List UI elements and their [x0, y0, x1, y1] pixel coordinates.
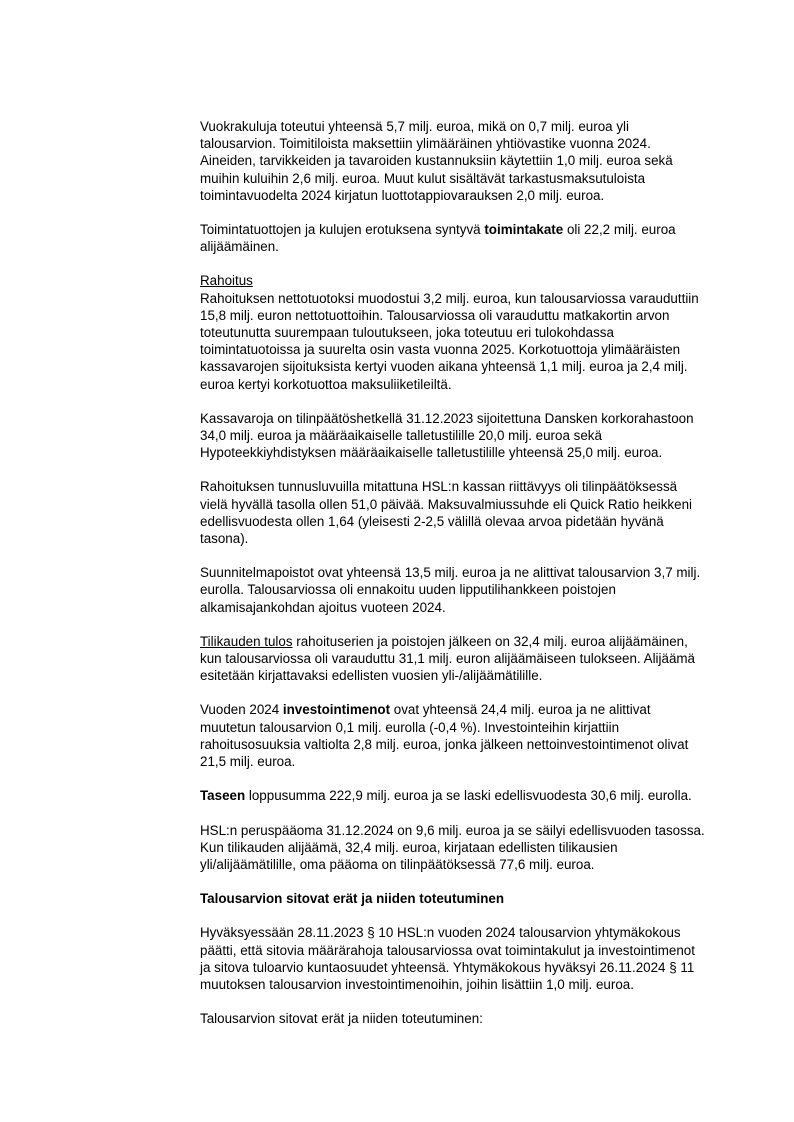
text-line: eurolla. Talousarviossa oli ennakoitu uuden lipputilihankkeen poistojen: [200, 582, 616, 598]
text-line: Aineiden, tarvikkeiden ja tavaroiden kustannuksiin käytettiin 1,0 milj. euroa sekä: [200, 153, 673, 169]
text-line: HSL:n peruspääoma 31.12.2024 on 9,6 milj. euroa ja se säilyi edellisvuoden tasossa.: [200, 822, 705, 838]
paragraph-equity: [200, 822, 770, 874]
bold-term-investointimenot: investointimenot: [282, 702, 391, 718]
text-line: Suunnitelmapoistot ovat yhteensä 13,5 milj. euroa ja ne alittivat talousarvion 3,7 milj.: [200, 565, 701, 581]
text-line: ja sitova tuloarvio kuntaosuudet yhteensä. Yhtymäkokous hyväksyi 26.11.2024 § 11: [200, 959, 695, 975]
text-line: [200, 633, 770, 650]
text-line: 21,5 milj. euroa.: [200, 754, 296, 770]
text-line: esitetään kirjattavaksi edellisten vuosien yli-/alijäämätilille.: [200, 668, 543, 684]
paragraph-balance-sheet: [200, 787, 770, 804]
paragraph-depreciation: [200, 564, 770, 616]
section-heading-binding-items: Talousarvion sitovat erät ja niiden toteutuminen: [200, 891, 505, 907]
text-run: Vuoden 2024: [200, 702, 283, 718]
text-line: [200, 787, 770, 804]
text-run: ovat yhteensä 24,4 milj. euroa ja ne alittivat: [390, 702, 651, 718]
text-line: euroa kertyi korkotuottoa maksuliiketileiltä.: [200, 376, 452, 392]
text-line: muutoksen talousarvion investointimenoihin, joihin lisättiin 1,0 milj. euroa.: [200, 976, 634, 992]
text-line: muutetun talousarvion 0,1 milj. eurolla (-0,4 %). Investointeihin kirjattiin: [200, 719, 620, 735]
paragraph-cash-investments: [200, 410, 770, 462]
text-line: rahoitusosuuksia valtiolta 2,8 milj. euroa, jonka jälkeen nettoinvestointimenot olivat: [200, 736, 689, 752]
text-line: talousarvion. Toimitiloista maksettiin ylimääräinen yhtiövastike vuonna 2024.: [200, 136, 651, 152]
text-line: [200, 701, 770, 718]
paragraph-financing: [200, 272, 770, 392]
text-line: Kun tilikauden alijäämä, 32,4 milj. euroa, kirjataan edellisten tilikausien: [200, 839, 618, 855]
text-line: kun talousarviossa oli varauduttu 31,1 milj. euron alijäämäiseen tulokseen. Alijäämä: [200, 651, 695, 667]
text-line: tasona).: [200, 531, 249, 547]
text-line: alkamisajankohdan ajoitus vuoteen 2024.: [200, 599, 446, 615]
paragraph-binding-items-intro: [200, 1010, 770, 1027]
paragraph-period-result: [200, 633, 770, 685]
text-line: toimintavuodelta 2024 kirjatun luottotappiovarauksen 2,0 milj. euroa.: [200, 187, 605, 203]
text-run: Toimintatuottojen ja kulujen erotuksena syntyvä: [200, 222, 485, 238]
text-line: Hyväksyessään 28.11.2023 § 10 HSL:n vuoden 2024 talousarvion yhtymäkokous: [200, 925, 681, 941]
paragraph-key-figures: [200, 478, 770, 547]
text-line: muihin kuluihin 2,6 milj. euroa. Muut kulut sisältävät tarkastusmaksutuloista: [200, 170, 646, 186]
underlined-term-tilikauden-tulos: Tilikauden tulos: [200, 633, 293, 649]
text-line: Rahoituksen nettotuotoksi muodostui 3,2 milj. euroa, kun talousarviossa varauduttiin: [200, 290, 699, 306]
paragraph-investments: [200, 701, 770, 770]
bold-term-taseen: Taseen: [200, 788, 246, 804]
text-line: toteutunutta suurempaan tuloutukseen, joka toteutuu eri tulokohdassa: [200, 325, 614, 341]
text-line: 34,0 milj. euroa ja määräaikaiselle talletustilille 20,0 milj. euroa sekä: [200, 428, 602, 444]
text-line: vielä hyvällä tasolla ollen 51,0 päivää. Maksuvalmiussuhde eli Quick Ratio heikkeni: [200, 496, 692, 512]
text-line: edellisvuodesta ollen 1,64 (yleisesti 2-2,5 välillä olevaa arvoa pidetään hyvänä: [200, 513, 664, 529]
text-line: 15,8 milj. euron nettotuottoihin. Talousarviossa oli varauduttu matkakortin arvon: [200, 307, 670, 323]
paragraph-operating-margin: [200, 221, 770, 255]
bold-term-toimintakate: toimintakate: [484, 222, 564, 238]
paragraph-budget-approval: [200, 924, 770, 993]
text-line: päätti, että sitovia määrärahoja talousarviossa ovat toimintakulut ja investointimenot: [200, 942, 695, 958]
text-line: yli/alijäämätilille, oma pääoma on tilinpäätöksessä 77,6 milj. euroa.: [200, 856, 595, 872]
document-page: [200, 118, 770, 1044]
paragraph-rent-costs: [200, 118, 770, 204]
text-line: toimintatuotoissa ja suurelta osin vasta vuonna 2025. Korkotuottoja ylimääräisten: [200, 342, 681, 358]
text-line: Rahoituksen tunnusluvuilla mitattuna HSL:n kassan riittävyys oli tilinpäätöksessä: [200, 479, 678, 495]
text-run: oli 22,2 milj. euroa: [563, 222, 676, 238]
text-line: [200, 221, 770, 238]
text-line: alijäämäinen.: [200, 239, 279, 255]
text-line: Hypoteekkiyhdistyksen määräaikaiselle talletustilille yhteensä 25,0 milj. euroa.: [200, 445, 663, 461]
text-run: loppusumma 222,9 milj. euroa ja se laski edellisvuodesta 30,6 milj. eurolla.: [245, 788, 692, 804]
text-line: Talousarvion sitovat erät ja niiden toteutuminen:: [200, 1011, 483, 1027]
subheading-rahoitus: Rahoitus: [200, 273, 253, 289]
text-line: Vuokrakuluja toteutui yhteensä 5,7 milj. euroa, mikä on 0,7 milj. euroa yli: [200, 119, 629, 134]
text-line: Kassavaroja on tilinpäätöshetkellä 31.12.2023 sijoitettuna Dansken korkorahastoon: [200, 410, 694, 426]
text-line: kassavarojen sijoituksista kertyi vuoden aikana yhteensä 1,1 milj. euroa ja 2,4 milj.: [200, 359, 688, 375]
text-run: rahoituserien ja poistojen jälkeen on 32,4 milj. euroa alijäämäinen,: [292, 633, 688, 649]
